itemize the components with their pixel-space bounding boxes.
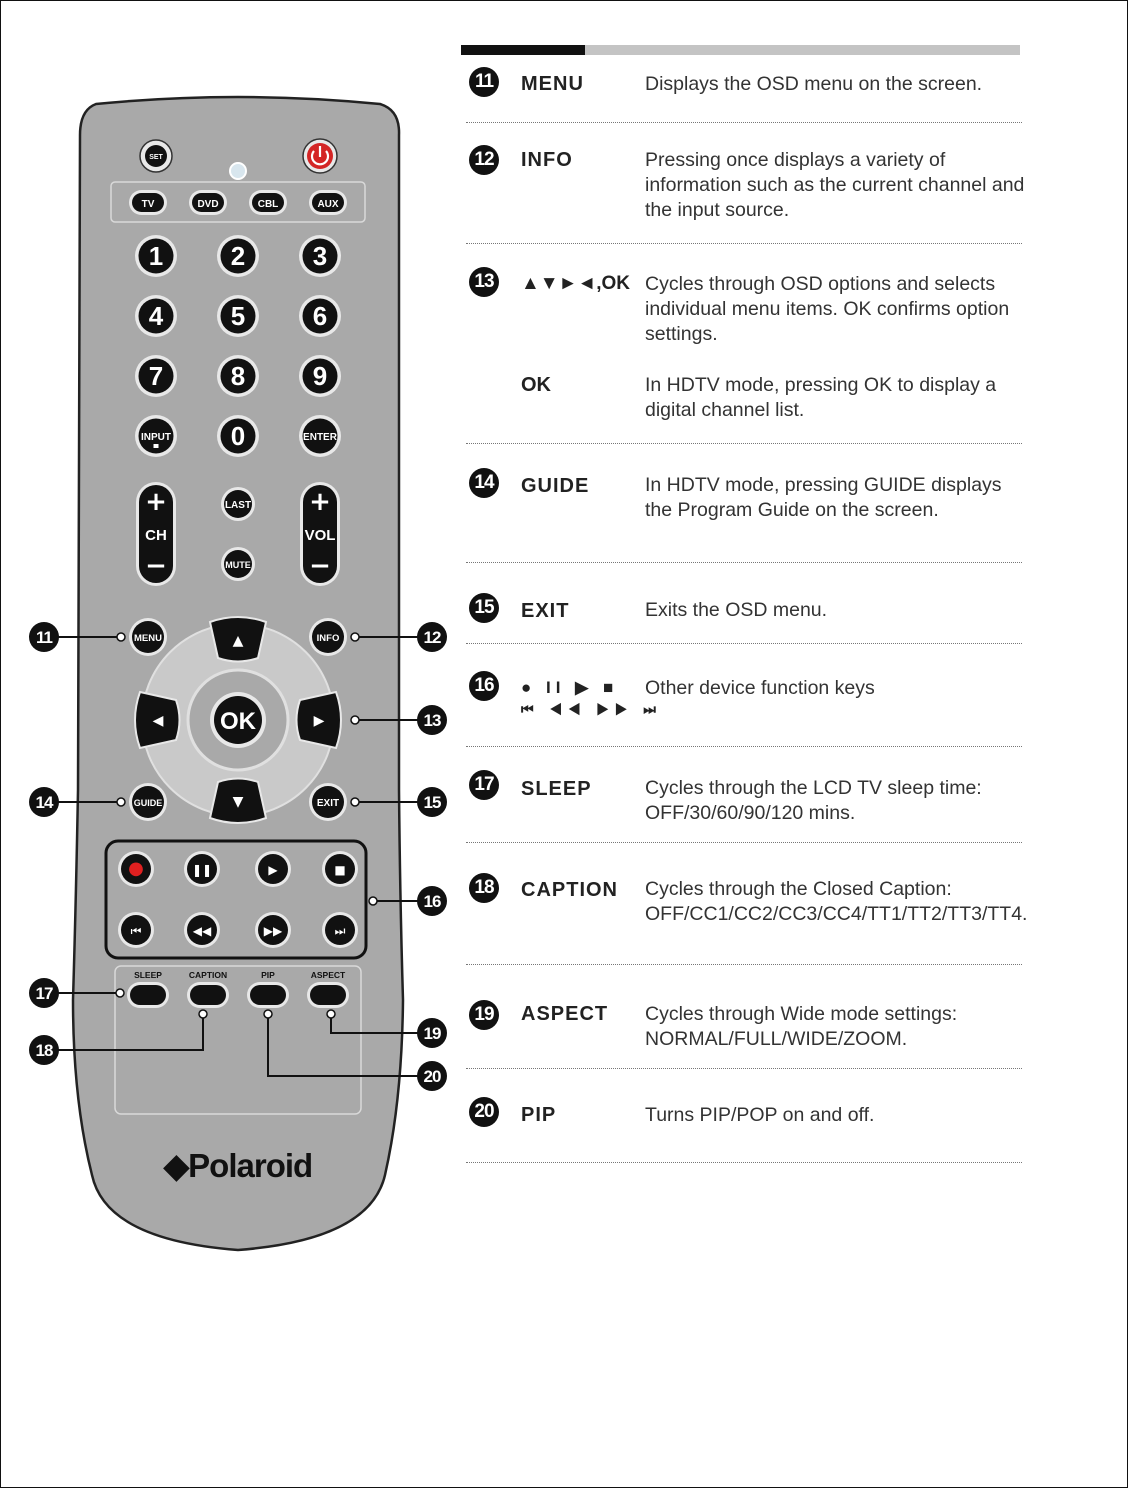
- stop-icon: ■: [334, 863, 346, 877]
- key-label: 8: [230, 361, 246, 391]
- pip-button[interactable]: [247, 982, 289, 1008]
- play-icon: ▶: [268, 863, 278, 877]
- divider: [466, 643, 1022, 644]
- svg-text:INFO: INFO: [316, 633, 340, 644]
- play-button[interactable]: [255, 851, 291, 887]
- svg-text:20: 20: [423, 1067, 441, 1086]
- entry-name: ▲▼►◄,OK: [521, 273, 630, 294]
- aspect-button[interactable]: [307, 982, 349, 1008]
- key-label: 9: [312, 361, 328, 391]
- fast-forward-icon: ▶▶: [263, 924, 283, 938]
- divider: [466, 746, 1022, 747]
- svg-text:18: 18: [35, 1041, 53, 1060]
- divider: [466, 443, 1022, 444]
- entry-name: MENU: [521, 73, 584, 95]
- svg-text:LAST: LAST: [224, 500, 252, 511]
- divider: [466, 122, 1022, 123]
- down-arrow-icon: ▼: [232, 794, 244, 810]
- svg-text:EXIT: EXIT: [316, 798, 340, 809]
- last-button[interactable]: [221, 487, 255, 521]
- source-button-aux[interactable]: [309, 190, 347, 215]
- key-input-button[interactable]: [135, 415, 177, 457]
- down-button[interactable]: [210, 779, 266, 824]
- callout-16: [417, 886, 447, 916]
- key-5-button[interactable]: [217, 295, 259, 337]
- exit-button[interactable]: [309, 783, 347, 821]
- callout-19: [417, 1018, 447, 1048]
- divider: [466, 243, 1022, 244]
- entry-desc: Cycles through the LCD TV sleep time: OFF/30/60/90/120 mins.: [645, 777, 982, 824]
- key-label: 5: [230, 301, 246, 331]
- entry-desc: Exits the OSD menu.: [645, 599, 828, 621]
- key-enter-button[interactable]: [299, 415, 341, 457]
- badge-16: 16: [469, 671, 499, 701]
- skip-back-icon: ⏮: [130, 924, 142, 938]
- entry-desc: In HDTV mode, pressing GUIDE displays the Program Guide on the screen.: [645, 474, 1002, 521]
- divider: [466, 1162, 1022, 1163]
- source-button-tv[interactable]: [129, 190, 167, 215]
- remote-illustration: [0, 0, 470, 1270]
- divider: [466, 964, 1022, 965]
- badge-11: 11: [469, 67, 499, 97]
- rewind-button[interactable]: [184, 912, 220, 948]
- callout-20: [417, 1061, 447, 1091]
- function-label-caption: CAPTION: [188, 970, 228, 980]
- key-label: 6: [312, 301, 328, 331]
- key-label: 2: [230, 241, 246, 271]
- transport-symbols-row1: ● II ▶ ■: [521, 678, 619, 697]
- indicator-led: [230, 163, 246, 179]
- callout-18: [29, 1035, 59, 1065]
- entry-sub-desc: In HDTV mode, pressing OK to display a digital channel list.: [645, 374, 997, 421]
- svg-text:MUTE: MUTE: [225, 560, 251, 570]
- entry-desc: Pressing once displays a variety of information such as the current channel and the input source.: [645, 149, 1025, 221]
- svg-text:16: 16: [423, 892, 441, 911]
- badge-13: 13: [469, 267, 499, 297]
- info-button[interactable]: [309, 618, 347, 656]
- rewind-icon: ◀◀: [192, 924, 212, 938]
- callout-15: [417, 787, 447, 817]
- guide-button[interactable]: [129, 783, 167, 821]
- divider: [466, 1068, 1022, 1069]
- left-button[interactable]: [135, 692, 180, 748]
- set-label: SET: [149, 154, 163, 161]
- key-6-button[interactable]: [299, 295, 341, 337]
- callout-13: [417, 705, 447, 735]
- up-arrow-icon: ▲: [232, 633, 244, 649]
- key-label: 7: [148, 361, 164, 391]
- header-bar-dark: [461, 45, 585, 55]
- source-label: CBL: [257, 199, 279, 210]
- sleep-button[interactable]: [127, 982, 169, 1008]
- entry-name: EXIT: [521, 600, 570, 622]
- entry-desc: Other device function keys: [645, 677, 875, 699]
- key-label: 1: [148, 241, 164, 271]
- skip-forward-button[interactable]: [322, 912, 358, 948]
- entry-desc: Cycles through Wide mode settings: NORMAL/FULL/WIDE/ZOOM.: [645, 1003, 958, 1050]
- key-label: 4: [148, 301, 164, 331]
- fast-forward-button[interactable]: [255, 912, 291, 948]
- entry-desc: Cycles through the Closed Caption: OFF/CC1/CC2/CC3/CC4/TT1/TT2/TT3/TT4.: [645, 878, 1028, 925]
- right-button[interactable]: [297, 692, 342, 748]
- record-button[interactable]: [118, 851, 154, 887]
- ch-plus: +: [145, 487, 167, 517]
- entry-name: CAPTION: [521, 879, 618, 901]
- callout-17: [29, 978, 59, 1008]
- ok-button[interactable]: [210, 692, 266, 748]
- ch-rocker[interactable]: [136, 482, 176, 586]
- vol-minus: −: [309, 551, 331, 581]
- entry-name-symbols: [521, 678, 662, 718]
- key-7-button[interactable]: [135, 355, 177, 397]
- source-button-dvd[interactable]: [189, 190, 227, 215]
- source-button-cbl[interactable]: [249, 190, 287, 215]
- power-button[interactable]: [303, 139, 337, 173]
- up-button[interactable]: [210, 617, 266, 662]
- svg-text:11: 11: [36, 628, 52, 647]
- key-3-button[interactable]: [299, 235, 341, 277]
- entry-desc: Cycles through OSD options and selects individual menu items. OK confirms option settings.: [645, 273, 1010, 345]
- callout-11: [29, 622, 59, 652]
- svg-text:OK: OK: [220, 708, 256, 735]
- svg-text:12: 12: [423, 628, 441, 647]
- entry-desc: Displays the OSD menu on the screen.: [645, 73, 983, 95]
- menu-button[interactable]: [129, 618, 167, 656]
- key-9-button[interactable]: [299, 355, 341, 397]
- header-bar-light: [585, 45, 1020, 55]
- skip-forward-icon: ⏭: [334, 924, 346, 938]
- source-label: AUX: [317, 199, 339, 210]
- badge-15: 15: [469, 593, 499, 623]
- divider: [466, 562, 1022, 563]
- function-label-sleep: SLEEP: [134, 970, 162, 980]
- entry-desc: Turns PIP/POP on and off.: [645, 1104, 875, 1126]
- pause-icon: ❚❚: [191, 863, 213, 877]
- key-label: INPUT: [141, 432, 171, 443]
- ch-label: CH: [145, 527, 167, 544]
- key-0-button[interactable]: [217, 415, 259, 457]
- badge-12: 12: [469, 145, 499, 175]
- entry-name: GUIDE: [521, 475, 590, 497]
- divider: [466, 842, 1022, 843]
- ch-minus: −: [145, 551, 167, 581]
- source-label: DVD: [197, 199, 219, 210]
- pause-button[interactable]: [184, 851, 220, 887]
- key-label: 3: [312, 241, 328, 271]
- source-label: TV: [141, 199, 155, 210]
- entry-name: SLEEP: [521, 778, 592, 800]
- key-label: ENTER: [303, 432, 337, 443]
- callout-14: [29, 787, 59, 817]
- key-2-button[interactable]: [217, 235, 259, 277]
- badge-17: 17: [469, 770, 499, 800]
- polaroid-logo: ◆Polaroid: [163, 1147, 313, 1184]
- vol-rocker[interactable]: [300, 482, 340, 586]
- badge-19: 19: [469, 1000, 499, 1030]
- key-8-button[interactable]: [217, 355, 259, 397]
- callout-12: [417, 622, 447, 652]
- entry-name: PIP: [521, 1104, 557, 1126]
- caption-button[interactable]: [187, 982, 229, 1008]
- set-button[interactable]: [140, 140, 172, 172]
- entry-sub-name: OK: [521, 374, 551, 396]
- mute-button[interactable]: [221, 547, 255, 581]
- svg-text:19: 19: [423, 1024, 441, 1043]
- left-arrow-icon: ◀: [152, 713, 164, 729]
- badge-18: 18: [469, 873, 499, 903]
- entry-name: INFO: [521, 149, 573, 171]
- badge-14: 14: [469, 468, 499, 498]
- key-label: 0: [230, 421, 246, 451]
- transport-symbols-row2: ⏮ ◀◀ ▶▶ ⏭: [521, 701, 662, 717]
- stop-button[interactable]: [322, 851, 358, 887]
- svg-text:GUIDE: GUIDE: [133, 798, 163, 808]
- key-1-button[interactable]: [135, 235, 177, 277]
- skip-back-button[interactable]: [118, 912, 154, 948]
- right-arrow-icon: ▶: [313, 713, 325, 729]
- vol-plus: +: [309, 487, 331, 517]
- svg-text:MENU: MENU: [134, 633, 162, 644]
- vol-label: VOL: [304, 527, 336, 544]
- svg-text:15: 15: [423, 793, 441, 812]
- svg-text:13: 13: [423, 711, 441, 730]
- record-icon: ●: [128, 858, 144, 879]
- svg-text:17: 17: [35, 984, 53, 1003]
- key-4-button[interactable]: [135, 295, 177, 337]
- function-label-aspect: ASPECT: [310, 970, 346, 980]
- svg-text:14: 14: [35, 793, 53, 812]
- function-label-pip: PIP: [261, 970, 275, 980]
- badge-20: 20: [469, 1097, 499, 1127]
- entry-name: ASPECT: [521, 1003, 609, 1025]
